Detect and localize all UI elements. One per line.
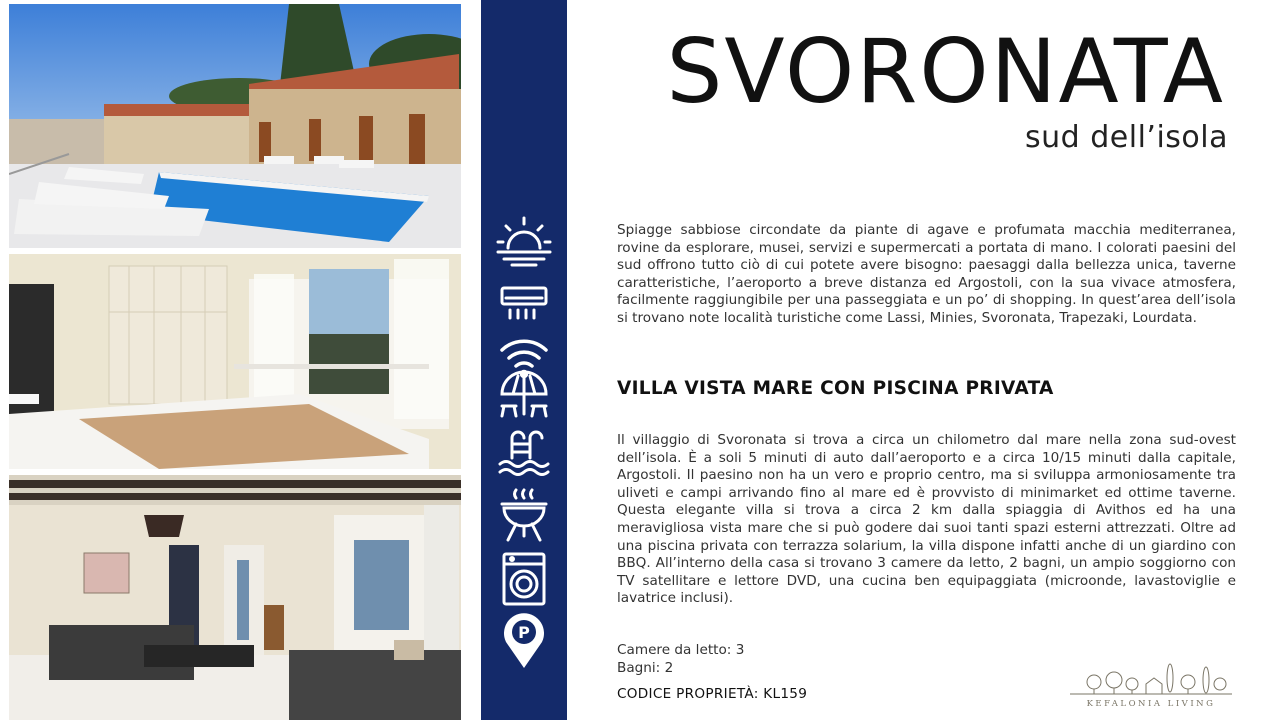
pool-icon xyxy=(494,426,554,482)
property-code: CODICE PROPRIETÀ: KL159 xyxy=(617,686,808,702)
washing-machine-icon xyxy=(494,552,554,608)
logo-trees-icon xyxy=(1066,660,1236,698)
bedroom-photo xyxy=(9,254,461,469)
air-conditioner-icon xyxy=(494,276,554,332)
intro-paragraph: Spiagge sabbiose circondate da piante di agave e profumata macchia mediterranea, rovine da esplorare, musei, servizi e supermercati a portata di mano. I colorati paesini del sud offrono tutto ciò di cui potete avere bisogno: paesaggi dalla bellezza unica, taverne caratteristiche, l’aeroporto a breve distanza ed Argostoli, con la sua vivace atmosfera, facilmente raggiungibile per una passeggiata e un po’ di shopping. In quest’area dell’isola si trovano note località turistiche come Lassi, Minies, Svoronata, Trapezaki, Lourdata. xyxy=(617,222,1236,326)
villa-heading: VILLA VISTA MARE CON PISCINA PRIVATA xyxy=(617,378,1054,399)
kefalonia-living-logo xyxy=(1066,660,1236,718)
living-room-photo xyxy=(9,475,461,720)
villa-description: Il villaggio di Svoronata si trova a circa un chilometro dal mare nella zona sud-ovest dell’isola. È a soli 5 minuti di auto dall’aeroporto e a circa 10/15 minuti dalla capitale, Argostoli. Il paesino non ha un vero e proprio centro, ma si sviluppa armoniosamente tra uliveti e campi arrivando fino al mare ed è provvisto di minimarket ed ottime taverne. Questa elegante villa si trova a circa 2 km dalla spiaggia di Avithos ed ha una meravigliosa vista mare che si può godere dai suoi tanti spazi esterni attrezzati. Oltre ad una piscina privata con terrazza solarium, la villa dispone infatti anche di un giardino con BBQ. All’interno della casa si trovano 3 camere da letto, 2 bagni, un ampio soggiorno con TV satellitare e lettore DVD, una cucina ben equipaggiata (microonde, lavastoviglie e lavatrice inclusi). xyxy=(617,432,1236,607)
amenities-band xyxy=(481,0,567,720)
property-facts xyxy=(617,642,744,677)
umbrella-icon xyxy=(494,368,554,424)
pool-terrace-photo xyxy=(9,4,461,248)
bbq-icon xyxy=(494,486,554,542)
parking-icon xyxy=(494,614,554,670)
page-subtitle: sud dell’isola xyxy=(1025,120,1228,155)
logo-text: KEFALONIA LIVING xyxy=(1086,699,1216,709)
page-title: SVORONATA xyxy=(666,20,1225,123)
sun-icon xyxy=(494,212,554,268)
svg-text:P: P xyxy=(518,623,530,642)
bedrooms-count: Camere da letto: 3 xyxy=(617,642,745,658)
bathrooms-count: Bagni: 2 xyxy=(617,659,674,676)
